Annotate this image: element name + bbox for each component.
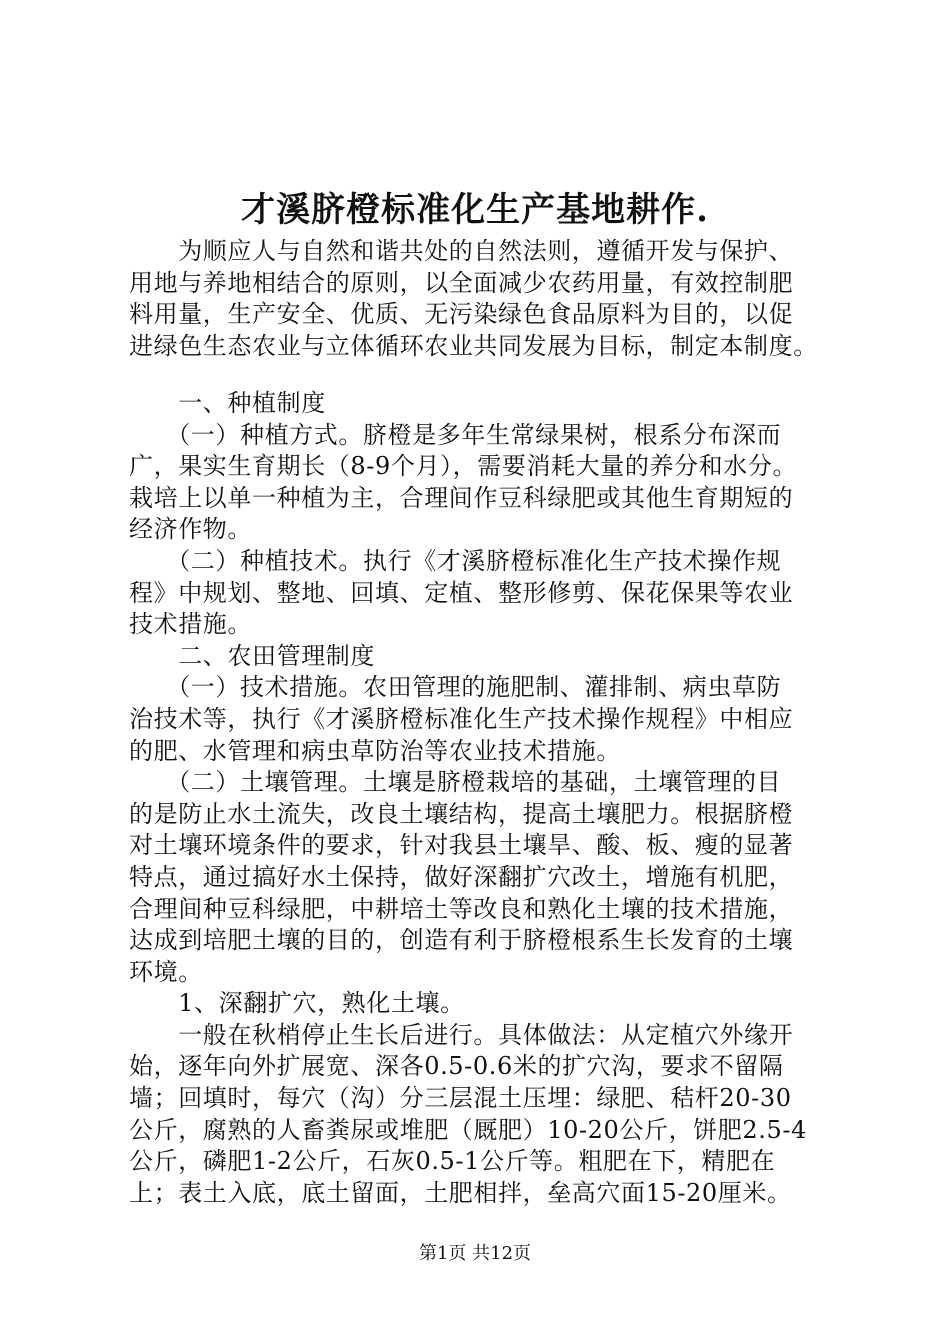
text-line: 技术措施。	[129, 610, 252, 639]
text-line: （一）种植方式。脐橙是多年生常绿果树，根系分布深而	[129, 420, 782, 449]
section-heading: 1、深翻扩穴，熟化土壤。	[129, 989, 465, 1018]
text-line: （二）种植技术。执行《才溪脐橙标准化生产技术操作规	[129, 546, 782, 575]
text-line: （一）技术措施。农田管理的施肥制、灌排制、病虫草防	[129, 673, 782, 702]
text-line: 治技术等，执行《才溪脐橙标准化生产技术操作规程》中相应	[129, 704, 794, 733]
text-line: 料用量，生产安全、优质、无污染绿色食品原料为目的，以促	[129, 300, 794, 329]
text-line: 栽培上以单一种植为主，合理间作豆科绿肥或其他生育期短的	[129, 483, 794, 512]
text-line: 的是防止水土流失，改良土壤结构，提高土壤肥力。根据脐橙	[129, 799, 794, 828]
text-line: 公斤，腐熟的人畜粪尿或堆肥（厩肥）10-20公斤，饼肥2.5-4	[129, 1115, 807, 1144]
text-line: 经济作物。	[129, 515, 252, 544]
text-line: 广，果实生育期长（8-9个月），需要消耗大量的养分和水分。	[129, 452, 798, 481]
text-line: 公斤，磷肥1-2公斤，石灰0.5-1公斤等。粗肥在下，精肥在	[129, 1147, 776, 1176]
document-title: 才溪脐橙标准化生产基地耕作.	[241, 190, 709, 230]
intro-paragraph	[129, 236, 841, 362]
text-line: 对土壤环境条件的要求，针对我县土壤旱、酸、板、瘦的显著	[129, 831, 794, 860]
page-footer: 第1页 共12页	[418, 1243, 532, 1264]
text-line: 为顺应人与自然和谐共处的自然法则，遵循开发与保护、	[129, 237, 794, 265]
section-heading: 一、种植制度	[129, 389, 326, 417]
text-line: 特点，通过搞好水土保持，做好深翻扩穴改土，增施有机肥，	[129, 862, 794, 891]
section-heading: 二、农田管理制度	[129, 641, 375, 670]
text-line: 合理间种豆科绿肥，中耕培土等改良和熟化土壤的技术措施，	[129, 894, 794, 923]
text-line: 用地与养地相结合的原则，以全面减少农药用量，有效控制肥	[129, 268, 794, 297]
text-line: 上；表土入底，底土留面，土肥相拌，垒高穴面15-20厘米。	[129, 1178, 792, 1207]
text-line: 一般在秋梢停止生长后进行。具体做法：从定植穴外缘开	[129, 1020, 794, 1049]
text-line: 进绿色生态农业与立体循环农业共同发展为目标，制定本制度。	[129, 331, 818, 360]
text-line: 墙；回填时，每穴（沟）分三层混土压埋：绿肥、秸杆20-30	[129, 1084, 792, 1113]
text-line: 的肥、水管理和病虫草防治等农业技术措施。	[129, 736, 621, 765]
text-line: 达成到培肥土壤的目的，创造有利于脐橙根系生长发育的土壤	[129, 926, 794, 955]
text-line: （二）土壤管理。土壤是脐橙栽培的基础，土壤管理的目	[129, 768, 782, 797]
text-line: 环境。	[129, 957, 203, 986]
text-line: 始，逐年向外扩展宽、深各0.5-0.6米的扩穴沟，要求不留隔	[129, 1052, 784, 1081]
body-content	[129, 388, 841, 1209]
text-line: 程》中规划、整地、回填、定植、整形修剪、保花保果等农业	[129, 578, 794, 607]
